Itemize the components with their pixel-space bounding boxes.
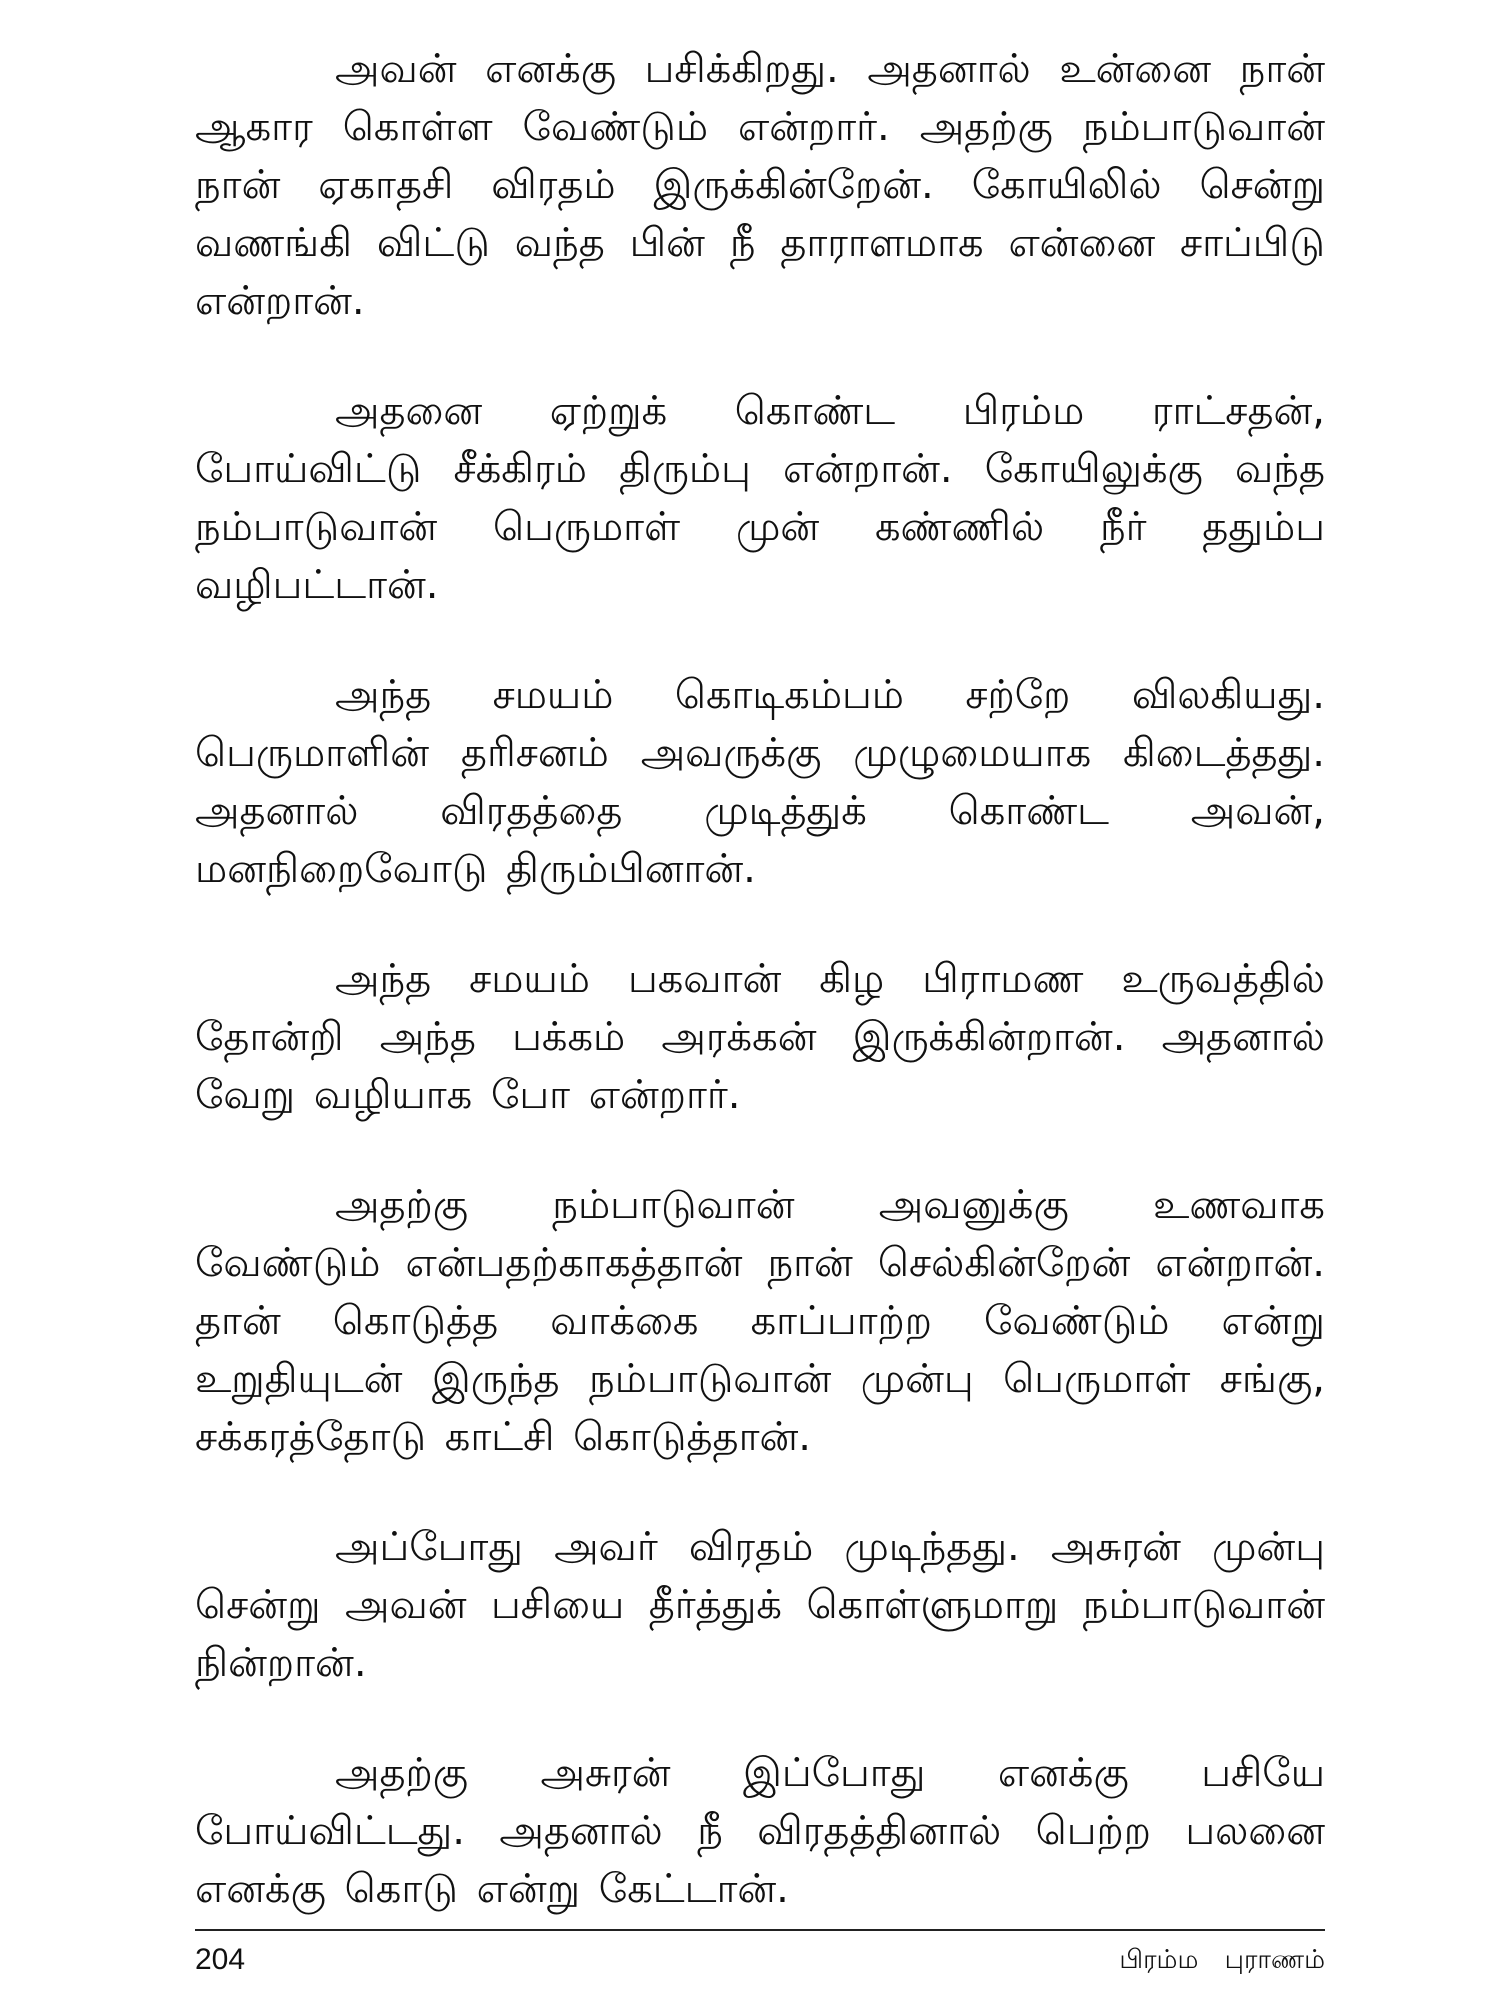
paragraph-6: அப்போது அவர் விரதம் முடிந்தது. அசுரன் முன்பு சென்று அவன் பசியை தீர்த்துக் கொள்ளுமாறு நம்பாடுவான் நின்றான். — [195, 1524, 1325, 1686]
page-footer — [195, 1940, 1325, 1980]
paragraph-1: அவன் எனக்கு பசிக்கிறது. அதனால் உன்னை நான் ஆகார கொள்ள வேண்டும் என்றார். அதற்கு நம்பாடுவான் நான் ஏகாதசி விரதம் இருக்கின்றேன். கோயிலில் சென்று வணங்கி விட்டு வந்த பின் நீ தாராளமாக என்னை சாப்பிடு என்றான். — [195, 46, 1325, 324]
paragraph-7: அதற்கு அசுரன் இப்போது எனக்கு பசியே போய்விட்டது. அதனால் நீ விரதத்தினால் பெற்ற பலனை எனக்கு கொடு என்று கேட்டான். — [195, 1750, 1325, 1912]
paragraph-4: அந்த சமயம் பகவான் கிழ பிராமண உருவத்தில் தோன்றி அந்த பக்கம் அரக்கன் இருக்கின்றான். அதனால் வேறு வழியாக போ என்றார். — [195, 956, 1325, 1118]
running-title: பிரம்ம புராணம் — [1119, 1945, 1325, 1975]
paragraph-3: அந்த சமயம் கொடிகம்பம் சற்றே விலகியது. பெருமாளின் தரிசனம் அவருக்கு முழுமையாக கிடைத்தது. அதனால் விரதத்தை முடித்துக் கொண்ட அவன், மனநிறைவோடு திரும்பினான். — [195, 672, 1325, 892]
page-body — [195, 40, 1325, 1970]
paragraph-5: அதற்கு நம்பாடுவான் அவனுக்கு உணவாக வேண்டும் என்பதற்காகத்தான் நான் செல்கின்றேன் என்றான். தான் கொடுத்த வாக்கை காப்பாற்ற வேண்டும் என்று உறுதியுடன் இருந்த நம்பாடுவான் முன்பு பெருமாள் சங்கு, சக்கரத்தோடு காட்சி கொடுத்தான். — [195, 1182, 1325, 1460]
footer-divider — [195, 1929, 1325, 1931]
page-number: 204 — [195, 1943, 246, 1976]
paragraph-2: அதனை ஏற்றுக் கொண்ட பிரம்ம ராட்சதன், போய்விட்டு சீக்கிரம் திரும்பு என்றான். கோயிலுக்கு வந்த நம்பாடுவான் பெருமாள் முன் கண்ணில் நீர் ததும்ப வழிபட்டான். — [195, 388, 1325, 608]
